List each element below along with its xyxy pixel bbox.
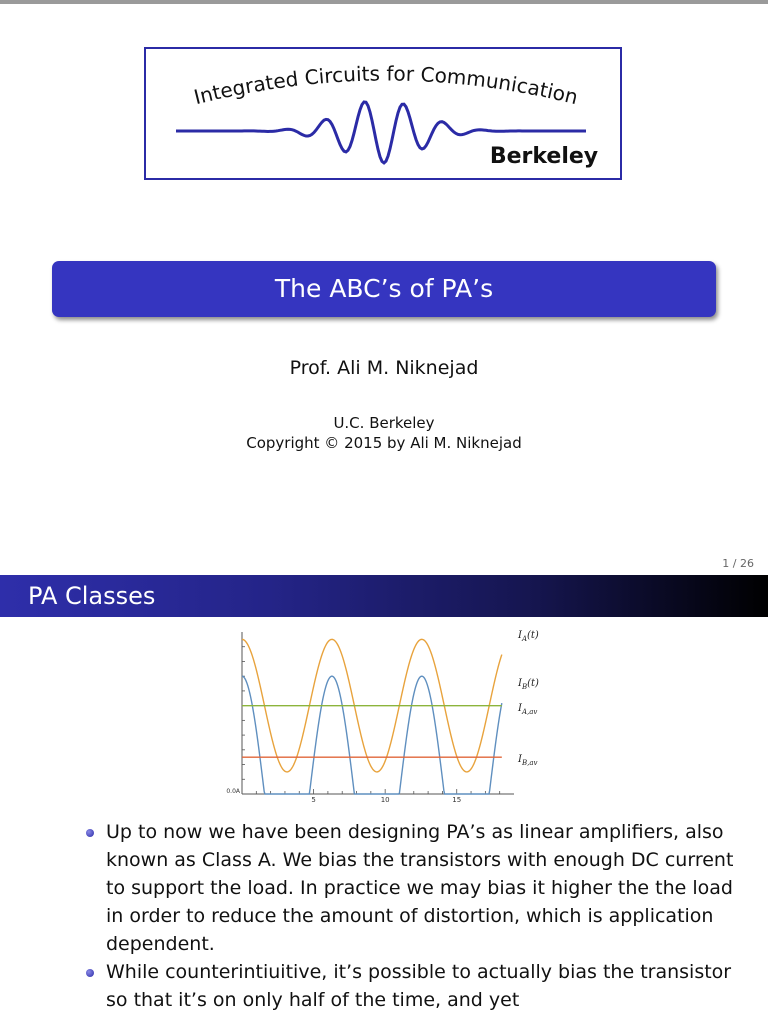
author: Prof. Ali M. Niknejad	[289, 357, 479, 379]
logo-line2: Berkeley	[489, 144, 599, 169]
legend-label: $I_B(t)$	[518, 678, 539, 691]
logo-line1: Integrated Circuits for Communication	[191, 61, 581, 110]
legend-label: $I_A(t)$	[518, 630, 539, 643]
series-line	[242, 676, 502, 794]
bullet-list	[86, 818, 746, 1014]
x-tick-label: 15	[452, 796, 462, 802]
top-rule	[0, 0, 768, 4]
bullet-item: Up to now we have been designing PA’s as linear amplifiers, also known as Class A. We bias the transistors with enough DC current to support the load. In practice we may bias it higher the the load in order to reduce the amount of distortion, which is application dependent.	[86, 818, 746, 958]
logo	[144, 47, 622, 180]
legend-label: $I_{A,av}$	[518, 703, 538, 716]
copyright: Copyright © 2015 by Ali M. Niknejad	[246, 434, 522, 452]
frame-header	[0, 575, 768, 617]
legend-label: $I_{B,av}$	[518, 754, 538, 767]
slide-title-text: The ABC’s of PA’s	[274, 274, 494, 303]
affiliation: U.C. Berkeley	[333, 414, 435, 432]
logo-graphic	[146, 49, 620, 178]
frame-title: PA Classes	[28, 582, 156, 610]
current-plot	[216, 626, 552, 802]
bullet-item: While counterintiuitive, it’s possible to actually bias the transistor so that it’s on only half of the time, and yet	[86, 958, 746, 1014]
affiliation-block	[0, 413, 768, 453]
slide-title	[52, 261, 716, 317]
page-number: 1 / 26	[722, 557, 754, 570]
x-tick-label: 10	[380, 796, 390, 802]
y-tick-label: 0.0A	[226, 788, 240, 795]
x-tick-label: 5	[311, 796, 316, 802]
